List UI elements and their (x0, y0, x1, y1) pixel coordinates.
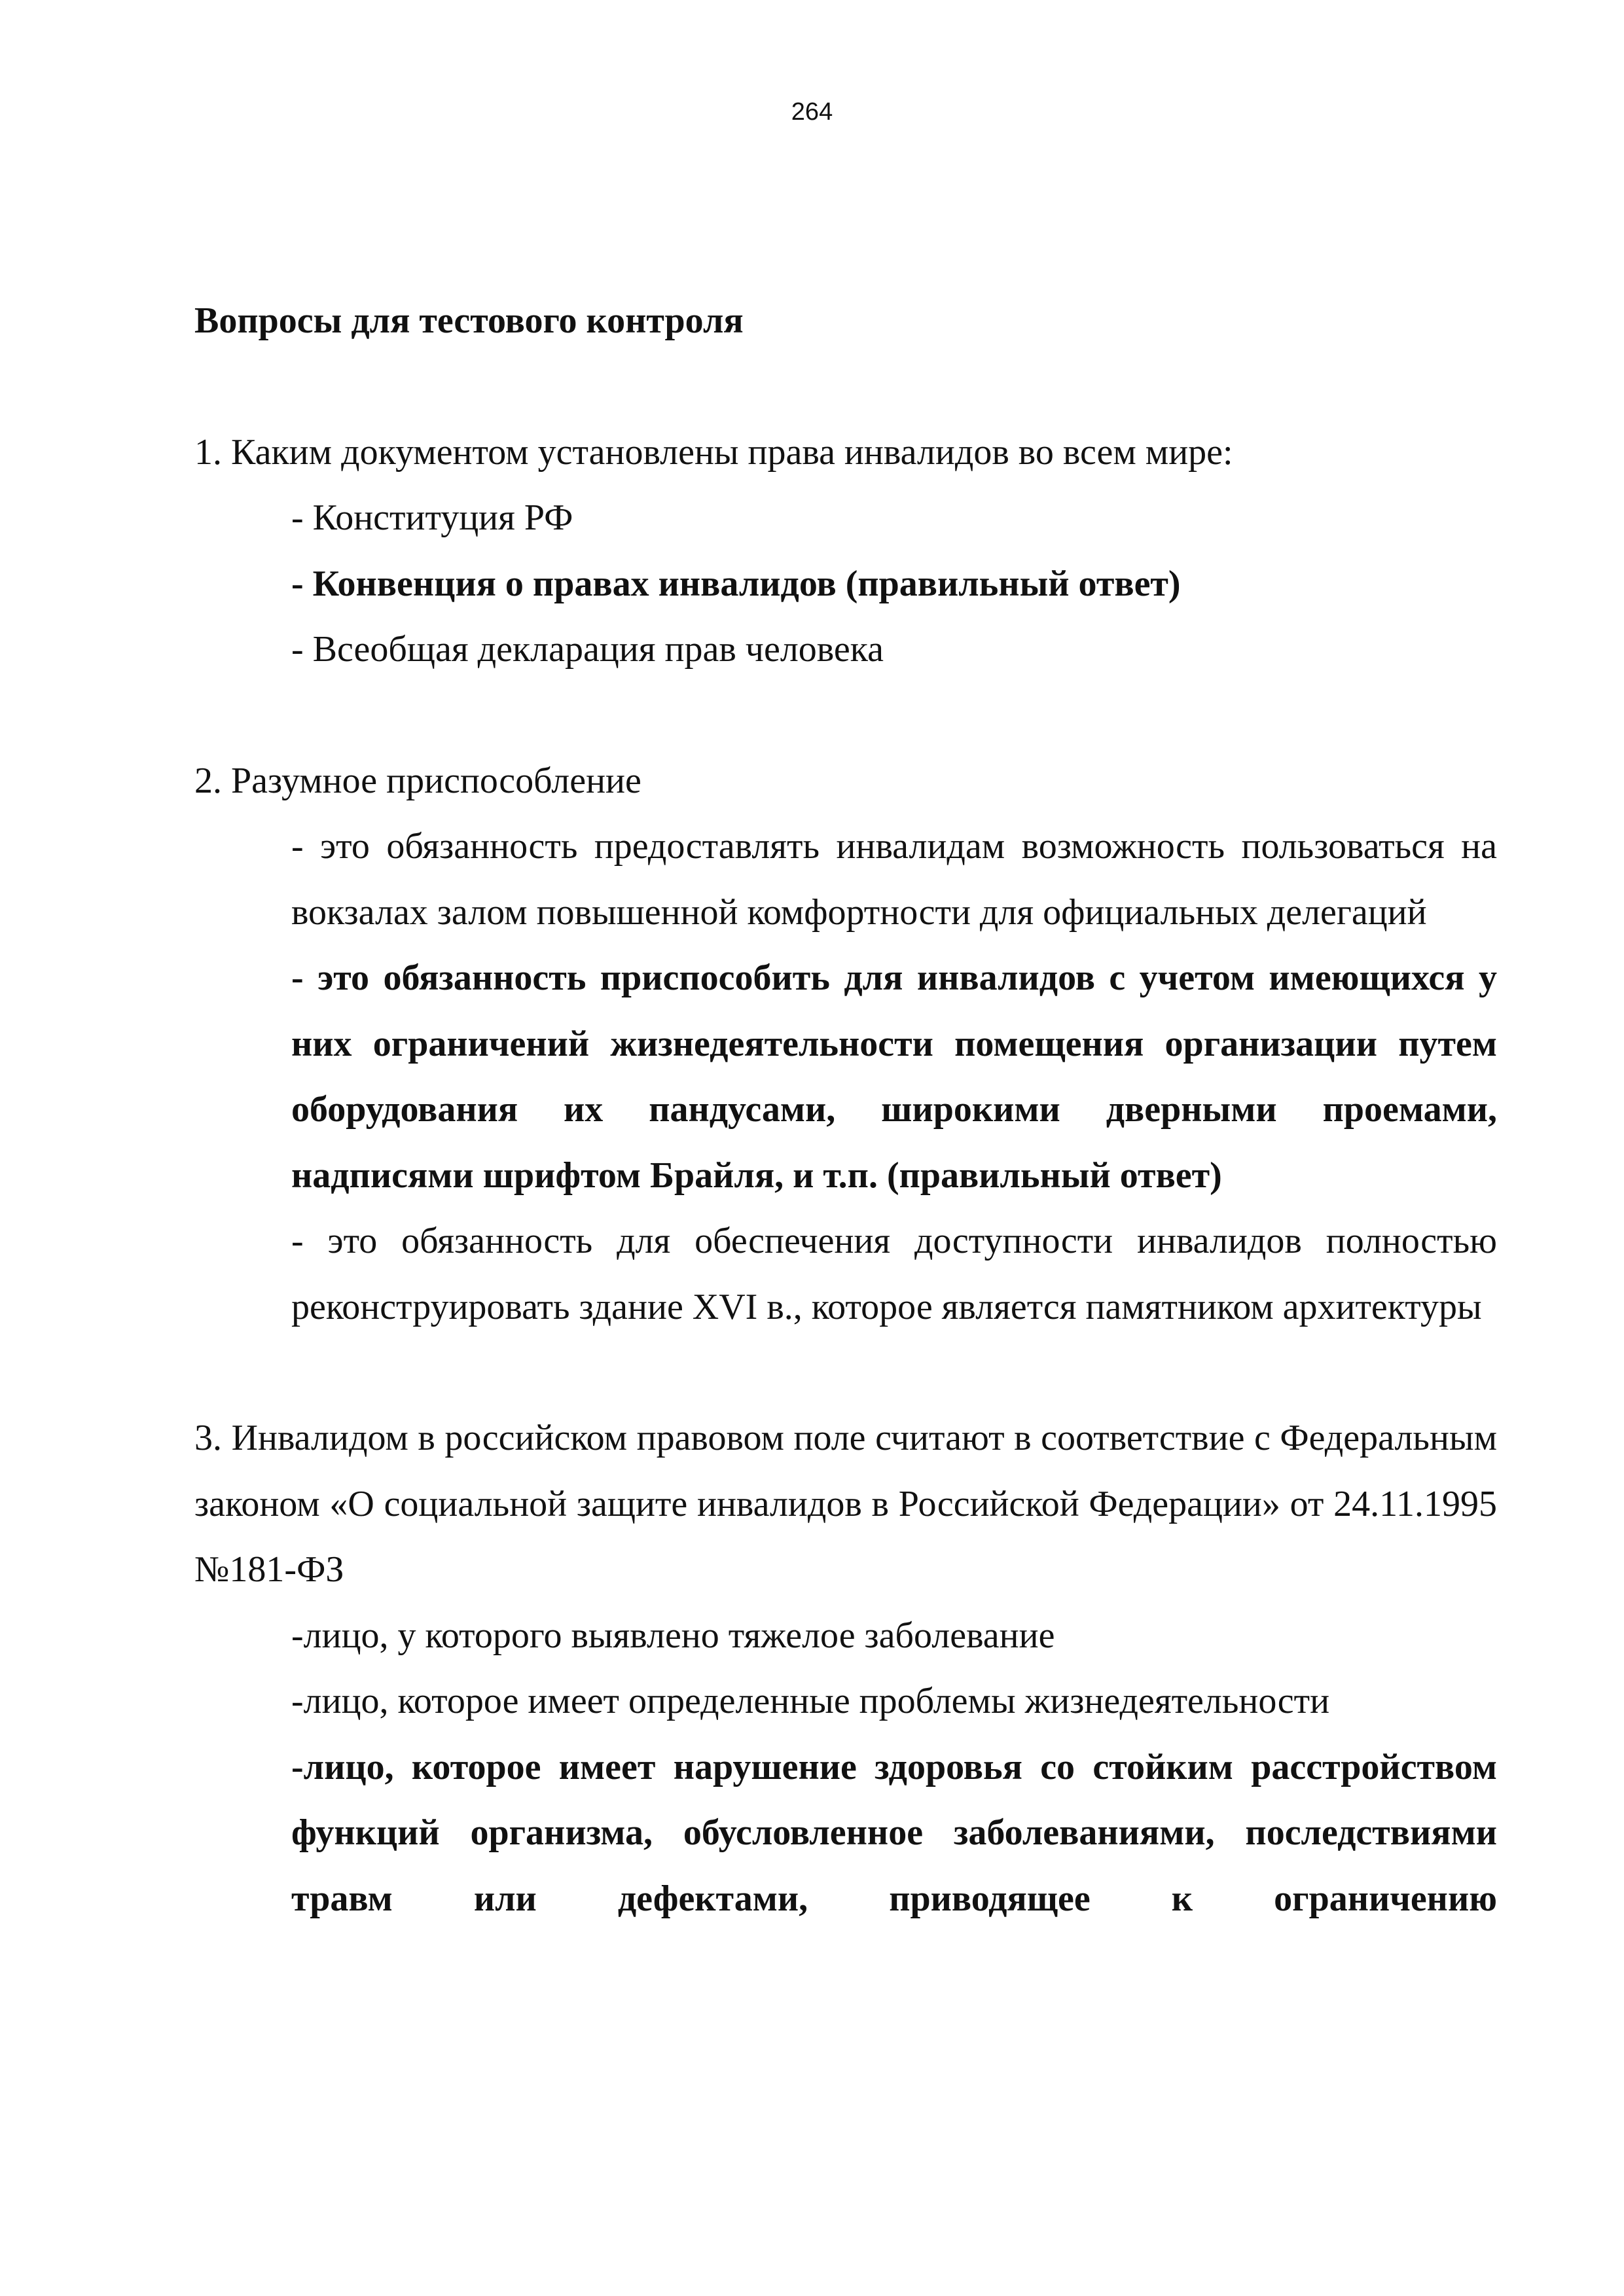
question-text: 3. Инвалидом в российском правовом поле считают в соответствие с Федеральным законом «О социальной защите инвалидов в Российской Федерации» от 24.11.1995 №181-ФЗ (194, 1418, 1497, 1590)
section-title: Вопросы для тестового контроля (194, 300, 744, 341)
question-3 (194, 1405, 1497, 1931)
question-text: 1. Каким документом установлены права инвалидов во всем мире: (194, 431, 1233, 473)
question-1 (194, 420, 1497, 683)
spacer (194, 1340, 1497, 1405)
document-body (194, 288, 1497, 1931)
answer-option-correct: - это обязанность приспособить для инвалидов с учетом имеющихся у них ограничений жизнедеятельности помещения организации путем оборудования их пандусами, широкими дверными проемами, надписями шрифтом Брайля, и т.п. (правильный ответ) (291, 958, 1497, 1196)
answer-option: - это обязанность для обеспечения доступности инвалидов полностью реконструировать здание XVI в., которое является памятником архитектуры (291, 1221, 1497, 1327)
answer-option: - Всеобщая декларация прав человека (291, 629, 884, 670)
answer-option: - Конституция РФ (291, 497, 573, 538)
answer-options (291, 485, 1497, 683)
answer-option: - это обязанность предоставлять инвалидам возможность пользоваться на вокзалах залом повышенной комфортности для официальных делегаций (291, 826, 1497, 933)
question-text: 2. Разумное приспособление (194, 760, 641, 801)
answer-option: -лицо, которое имеет определенные проблемы жизнедеятельности (291, 1681, 1330, 1721)
answer-option-correct: -лицо, которое имеет нарушение здоровья со стойким расстройством функций организма, обусловленное заболеваниями, последствиями травм или дефектами, приводящее к ограничению (291, 1746, 1497, 1919)
answer-option-correct: - Конвенция о правах инвалидов (правильный ответ) (291, 563, 1181, 604)
answer-options (291, 814, 1497, 1340)
spacer (194, 683, 1497, 748)
page-number: 264 (791, 98, 833, 126)
answer-option: -лицо, у которого выявлено тяжелое заболевание (291, 1615, 1055, 1656)
question-2 (194, 748, 1497, 1340)
answer-options (291, 1603, 1497, 1932)
